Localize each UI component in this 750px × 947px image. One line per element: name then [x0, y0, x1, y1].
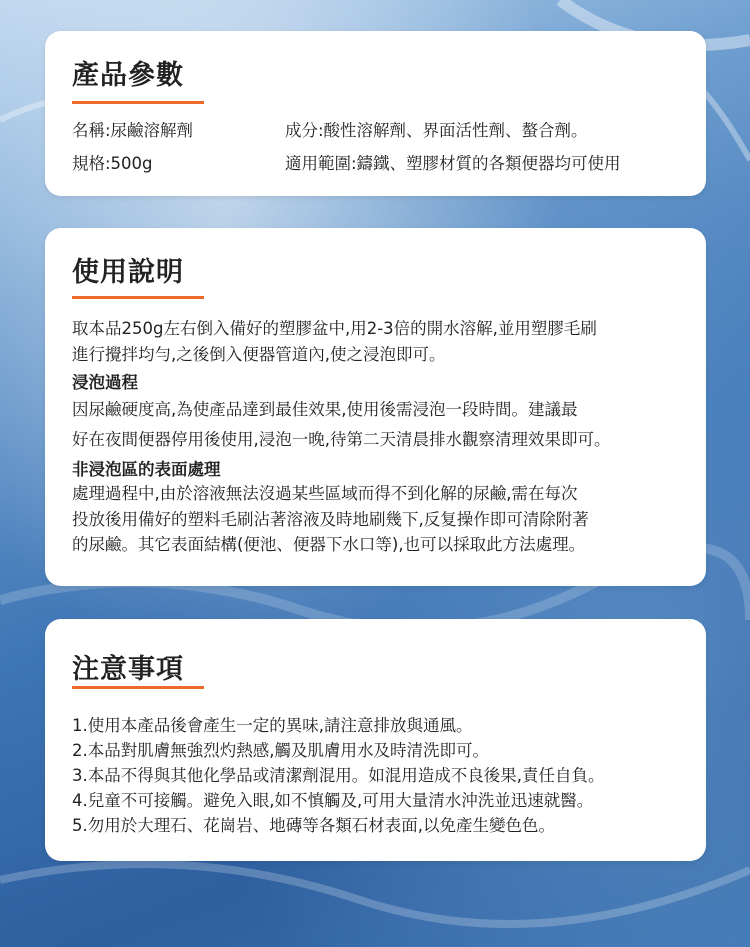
note-item: 2.本品對肌膚無強烈灼熱感,觸及肌膚用水及時清洗即可。 — [72, 741, 489, 760]
surface-line-2: 投放後用備好的塑料毛刷沾著溶液及時地刷幾下,反复操作即可清除附著 — [72, 510, 589, 529]
params-title-underline — [72, 101, 204, 104]
product-ingredients: 成分:酸性溶解劑、界面活性劑、螯合劑。 — [285, 121, 588, 140]
product-spec: 規格:500g — [72, 154, 153, 173]
surface-line-1: 處理過程中,由於溶液無法沒過某些區域而得不到化解的尿鹼,需在每次 — [72, 484, 578, 503]
usage-title: 使用說明 — [72, 257, 184, 288]
soak-heading: 浸泡過程 — [72, 373, 138, 392]
notes-title-underline — [72, 686, 204, 689]
usage-line-2: 進行攪拌均勻,之後倒入便器管道內,使之浸泡即可。 — [72, 345, 446, 364]
params-title: 產品參數 — [72, 60, 184, 91]
note-item: 5.勿用於大理石、花崗岩、地磚等各類石材表面,以免產生變色色。 — [72, 816, 555, 835]
usage-title-underline — [72, 296, 204, 299]
product-scope: 適用範圍:鑄鐵、塑膠材質的各類便器均可使用 — [285, 154, 621, 173]
usage-line-1: 取本品250g左右倒入備好的塑膠盆中,用2-3倍的開水溶解,並用塑膠毛刷 — [72, 319, 597, 338]
notes-title: 注意事項 — [72, 654, 184, 685]
surface-line-3: 的尿鹼。其它表面結構(便池、便器下水口等),也可以採取此方法處理。 — [72, 535, 586, 554]
soak-line-2: 好在夜間便器停用後使用,浸泡一晚,待第二天清晨排水觀察清理效果即可。 — [72, 430, 611, 449]
product-params-card — [45, 31, 706, 196]
usage-card — [45, 228, 706, 586]
notes-card — [45, 619, 706, 861]
soak-line-1: 因尿鹼硬度高,為使產品達到最佳效果,使用後需浸泡一段時間。建議最 — [72, 400, 578, 419]
note-item: 4.兒童不可接觸。避免入眼,如不慎觸及,可用大量清水沖洗並迅速就醫。 — [72, 791, 594, 810]
product-name: 名稱:尿鹼溶解劑 — [72, 121, 194, 140]
note-item: 1.使用本產品後會產生一定的異味,請注意排放與通風。 — [72, 716, 473, 735]
note-item: 3.本品不得與其他化學品或清潔劑混用。如混用造成不良後果,責任自負。 — [72, 766, 605, 785]
surface-heading: 非浸泡區的表面處理 — [72, 460, 221, 479]
